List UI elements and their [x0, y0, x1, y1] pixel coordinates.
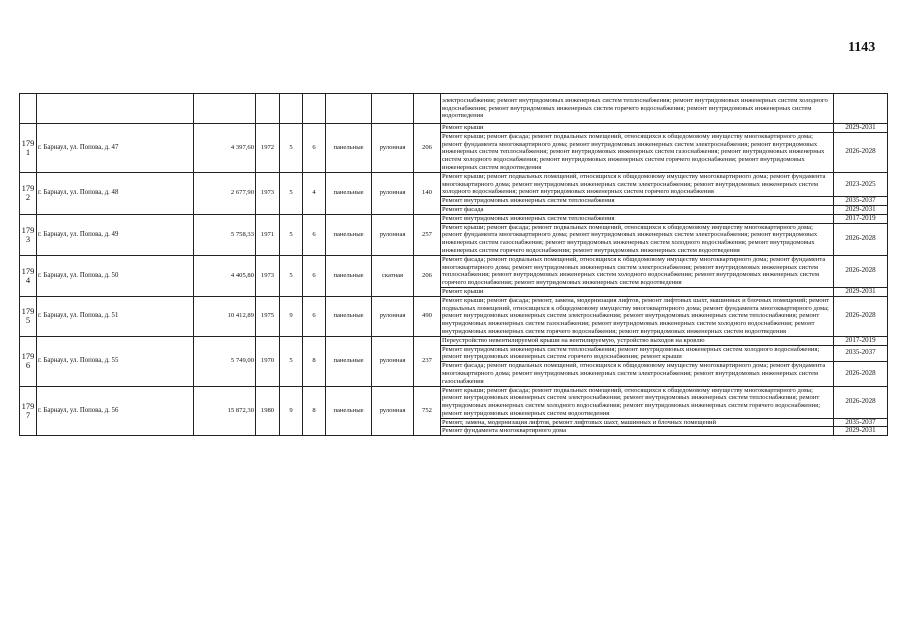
entrances-count: 6 — [303, 296, 326, 336]
works-cell: Ремонт крыши; ремонт фасада; ремонт подвальных помещений, относящихся к общедомовому имуществу многоквартирного дома; ремонт внутридомовых инженерных систем электроснабжения; ремонт внутридомовых инженерных систем теплоснабжения; ремонт внутридомовых инженерных систем холодного водоснабжения; ремонт внутридомовых инженерных систем горячего водоснабжения; ремонт внутридомовых инженерных систем водоотведения — [441, 386, 834, 418]
floors-count: 5 — [280, 124, 303, 173]
works-cell: Ремонт внутридомовых инженерных систем теплоснабжения — [441, 197, 834, 206]
cell-empty — [326, 94, 372, 124]
roof-type: рулонная — [372, 336, 414, 386]
floors-count: 5 — [280, 214, 303, 255]
period-cell: 2023-2025 — [834, 172, 888, 196]
entrances-count: 6 — [303, 255, 326, 296]
house-number: 179 2 — [20, 172, 37, 214]
table-row-continuation — [20, 94, 888, 124]
period-cell: 2026-2028 — [834, 362, 888, 386]
build-year: 1973 — [256, 172, 280, 214]
roof-type: рулонная — [372, 172, 414, 214]
table-row — [20, 172, 888, 196]
entrances-count: 8 — [303, 386, 326, 436]
roof-type: рулонная — [372, 214, 414, 255]
works-cell: Ремонт крыши — [441, 124, 834, 133]
period-cell: 2029-2031 — [834, 205, 888, 214]
period-cell: 2017-2019 — [834, 214, 888, 223]
roof-type: рулонная — [372, 296, 414, 336]
table-row — [20, 336, 888, 345]
period-cell: 2026-2028 — [834, 255, 888, 287]
house-address: г. Барнаул, ул. Попова, д. 51 — [37, 296, 194, 336]
period-cell: 2029-2031 — [834, 287, 888, 296]
house-address: г. Барнаул, ул. Попова, д. 50 — [37, 255, 194, 296]
residents-count: 206 — [414, 124, 441, 173]
cell-empty — [414, 94, 441, 124]
residents-count: 237 — [414, 336, 441, 386]
page-number: 1143 — [848, 40, 876, 55]
works-cell: Ремонт крыши — [441, 287, 834, 296]
period-cell: 2026-2028 — [834, 296, 888, 336]
table-body — [20, 94, 888, 436]
wall-material: панельные — [326, 336, 372, 386]
house-area: 15 872,30 — [194, 386, 256, 436]
floors-count: 9 — [280, 296, 303, 336]
works-cell: Ремонт крыши; ремонт фасада; ремонт подвальных помещений, относящихся к общедомовому имуществу многоквартирного дома; ремонт фундамента многоквартирного дома; ремонт внутридомовых инженерных систем электроснабжения; ремонт внутридомовых инженерных систем газоснабжения; ремонт внутридомовых инженерных систем холодного водоснабжения; ремонт внутридомовых инженерных систем горячего водоснабжения; ремонт внутридомовых инженерных систем водоотведения — [441, 223, 834, 255]
entrances-count: 4 — [303, 172, 326, 214]
period-cell: 2029-2031 — [834, 427, 888, 436]
house-number: 179 4 — [20, 255, 37, 296]
works-cell: Ремонт фасада; ремонт подвальных помещений, относящихся к общедомовому имуществу многоквартирного дома; ремонт фундамента многоквартирного дома; ремонт внутридомовых инженерных систем электроснабжения; ремонт внутридомовых инженерных систем теплоснабжения; ремонт внутридомовых инженерных систем холодного водоснабжения; ремонт внутридомовых инженерных систем горячего водоснабжения; ремонт внутридомовых инженерных систем водоотведения — [441, 255, 834, 287]
house-area: 5 758,33 — [194, 214, 256, 255]
residents-count: 257 — [414, 214, 441, 255]
house-area: 4 405,80 — [194, 255, 256, 296]
table-row — [20, 255, 888, 287]
house-number: 179 1 — [20, 124, 37, 173]
works-cell: Ремонт фундамента многоквартирного дома — [441, 427, 834, 436]
house-address: г. Барнаул, ул. Попова, д. 56 — [37, 386, 194, 436]
period-cell: 2017-2019 — [834, 336, 888, 345]
build-year: 1975 — [256, 296, 280, 336]
table-row — [20, 386, 888, 418]
build-year: 1980 — [256, 386, 280, 436]
period-cell: 2026-2028 — [834, 386, 888, 418]
floors-count: 5 — [280, 336, 303, 386]
build-year: 1973 — [256, 255, 280, 296]
entrances-count: 6 — [303, 214, 326, 255]
works-cell: Переустройство невентилируемой крыши на вентилируемую, устройство выходов на кровлю — [441, 336, 834, 345]
works-cell: Ремонт крыши; ремонт фасада; ремонт, замена, модернизация лифтов, ремонт лифтовых шахт, машинных и блочных помещений; ремонт подвальных помещений, относящихся к общедомовому имуществу многоквартирного дома; ремонт фундамента многоквартирного дома; ремонт внутридомовых инженерных систем электроснабжения; ремонт внутридомовых инженерных систем теплоснабжения; ремонт внутридомовых инженерных систем газоснабжения; ремонт внутридомовых инженерных систем холодного водоснабжения; ремонт внутридомовых инженерных систем горячего водоснабжения; ремонт внутридомовых инженерных систем водоотведения — [441, 296, 834, 336]
house-area: 10 412,89 — [194, 296, 256, 336]
roof-type: рулонная — [372, 124, 414, 173]
cell-empty — [303, 94, 326, 124]
entrances-count: 6 — [303, 124, 326, 173]
repair-program-table — [19, 93, 888, 436]
house-address: г. Барнаул, ул. Попова, д. 49 — [37, 214, 194, 255]
wall-material: панельные — [326, 255, 372, 296]
table-row — [20, 214, 888, 223]
house-number: 179 7 — [20, 386, 37, 436]
period-cell: 2029-2031 — [834, 124, 888, 133]
wall-material: панельные — [326, 386, 372, 436]
residents-count: 140 — [414, 172, 441, 214]
works-cell: Ремонт фасада — [441, 205, 834, 214]
period-cell: 2035-2037 — [834, 345, 888, 362]
house-number: 179 5 — [20, 296, 37, 336]
roof-type: скатная — [372, 255, 414, 296]
cell-empty — [280, 94, 303, 124]
house-address: г. Барнаул, ул. Попова, д. 55 — [37, 336, 194, 386]
table-row — [20, 124, 888, 133]
works-cell: Ремонт внутридомовых инженерных систем теплоснабжения — [441, 214, 834, 223]
works-cell: Ремонт фасада; ремонт подвальных помещений, относящихся к общедомовому имуществу многоквартирного дома; ремонт фундамента многоквартирного дома; ремонт внутридомовых инженерных систем электроснабжения; ремонт внутридомовых инженерных систем газоснабжения — [441, 362, 834, 386]
cell-empty — [20, 94, 37, 124]
residents-count: 206 — [414, 255, 441, 296]
cell-empty — [372, 94, 414, 124]
build-year: 1970 — [256, 336, 280, 386]
cell-empty — [256, 94, 280, 124]
floors-count: 5 — [280, 255, 303, 296]
floors-count: 9 — [280, 386, 303, 436]
entrances-count: 8 — [303, 336, 326, 386]
house-number: 179 3 — [20, 214, 37, 255]
house-number: 179 6 — [20, 336, 37, 386]
wall-material: панельные — [326, 124, 372, 173]
period-cell: 2026-2028 — [834, 223, 888, 255]
house-area: 2 677,90 — [194, 172, 256, 214]
wall-material: панельные — [326, 296, 372, 336]
residents-count: 752 — [414, 386, 441, 436]
period-cell: 2035-2037 — [834, 197, 888, 206]
floors-count: 5 — [280, 172, 303, 214]
works-cell: Ремонт внутридомовых инженерных систем теплоснабжения; ремонт внутридомовых инженерных систем холодного водоснабжения; ремонт внутридомовых инженерных систем горячего водоснабжения; ремонт крыши — [441, 345, 834, 362]
works-cell: Ремонт крыши; ремонт фасада; ремонт подвальных помещений, относящихся к общедомовому имуществу многоквартирного дома; ремонт фундамента многоквартирного дома; ремонт внутридомовых инженерных систем электроснабжения; ремонт внутридомовых инженерных систем теплоснабжения; ремонт внутридомовых инженерных систем газоснабжения; ремонт внутридомовых инженерных систем холодного водоснабжения; ремонт внутридомовых инженерных систем горячего водоснабжения; ремонт внутридомовых инженерных систем водоотведения — [441, 132, 834, 172]
residents-count: 490 — [414, 296, 441, 336]
works-cell: Ремонт крыши; ремонт подвальных помещений, относящихся к общедомовому имуществу многоквартирного дома; ремонт фундамента многоквартирного дома; ремонт внутридомовых инженерных систем электроснабжения; ремонт внутридомовых инженерных систем холодного водоснабжения; ремонт внутридомовых инженерных систем горячего водоснабжения — [441, 172, 834, 196]
period-cell: 2026-2028 — [834, 132, 888, 172]
table-row — [20, 296, 888, 336]
build-year: 1972 — [256, 124, 280, 173]
cell-empty — [834, 94, 888, 124]
house-address: г. Барнаул, ул. Попова, д. 47 — [37, 124, 194, 173]
period-cell: 2035-2037 — [834, 418, 888, 427]
cell-empty — [37, 94, 194, 124]
works-cell: электроснабжения; ремонт внутридомовых инженерных систем теплоснабжения; ремонт внутридомовых инженерных систем холодного водоснабжения; ремонт внутридомовых инженерных систем горячего водоснабжения; ремонт внутридомовых инженерных систем водоотведения — [441, 94, 834, 124]
wall-material: панельные — [326, 214, 372, 255]
roof-type: рулонная — [372, 386, 414, 436]
build-year: 1971 — [256, 214, 280, 255]
house-area: 4 397,60 — [194, 124, 256, 173]
cell-empty — [194, 94, 256, 124]
works-cell: Ремонт, замена, модернизация лифтов, ремонт лифтовых шахт, машинных и блочных помещений — [441, 418, 834, 427]
house-address: г. Барнаул, ул. Попова, д. 48 — [37, 172, 194, 214]
house-area: 5 749,00 — [194, 336, 256, 386]
wall-material: панельные — [326, 172, 372, 214]
